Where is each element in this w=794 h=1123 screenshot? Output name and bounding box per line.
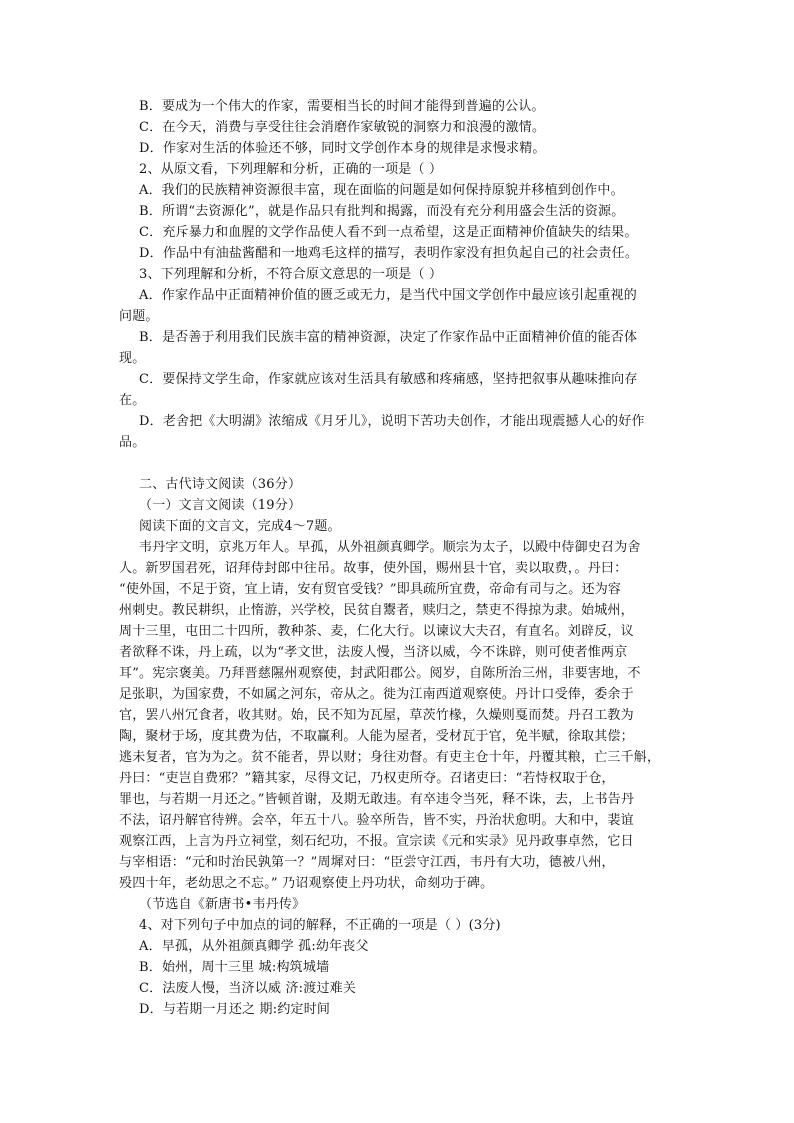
passage-line: 州刺史。教民耕织，止惰游，兴学校，民贫自鬻者，赎归之，禁吏不得掠为隶。始城州， bbox=[119, 603, 634, 618]
option-line: C．在今天，消费与享受往往会消磨作家敏锐的洞察力和浪漫的激情。 bbox=[139, 120, 546, 135]
option-line: D．作品中有油盐酱醋和一地鸡毛这样的描写，表明作家没有担负起自己的社会责任。 bbox=[139, 246, 639, 261]
option-line: C．法废人慢，当济以威 济:渡过难关 bbox=[139, 981, 357, 996]
option-line: A．早孤，从外祖颜真卿学 孤:幼年丧父 bbox=[139, 939, 369, 954]
option-line: B．所谓“去资源化”，就是作品只有批判和揭露，而没有充分利用盛会生活的资源。 bbox=[139, 204, 625, 219]
option-line: B．要成为一个伟大的作家，需要相当长的时间才能得到普遍的公认。 bbox=[139, 99, 545, 114]
option-line: C．要保持文学生命，作家就应该对生活具有敏感和疼痛感，坚持把叙事从趣味推向存 bbox=[139, 372, 638, 387]
passage-line: 耳”。宪宗褒美。乃拜晋慈隰州观察使，封武阳郡公。阅岁，自陈所治三州，非要害地，不 bbox=[119, 666, 641, 681]
passage-line: 罪也，与若期一月还之。”皆顿首谢，及期无敢违。有卒违令当死，释不诛，去，上书告丹 bbox=[119, 792, 635, 807]
passage-line: 不法，诏丹解官待辨。会卒，年五十八。验卒所告，皆不实，丹治状愈明。大和中，裴谊 bbox=[119, 813, 634, 828]
passage-line: 周十三里，屯田二十四所，教种茶、麦，仁化大行。以谏议大夫召，有直名。刘辟反，议 bbox=[119, 624, 634, 639]
passage-line: 陶，聚材于场，度其费为估，不取赢利。人能为屋者，受材瓦于官，免半赋，徐取其偿； bbox=[119, 729, 634, 744]
passage-line: “使外国，不足于资，宜上请，安有贸官受钱？”即具疏所宜费，帝命有司与之。还为容 bbox=[119, 582, 622, 597]
source-note: （节选自《新唐书•韦丹传》 bbox=[139, 897, 306, 912]
option-line: B．始州，周十三里 城:构筑城墙 bbox=[139, 960, 330, 975]
passage-line: 韦丹字文明，京兆万年人。早孤，从外祖颜真卿学。顺宗为太子，以殿中侍御史召为舍 bbox=[139, 540, 641, 555]
passage-line: 丹曰：“吏岂自费邪？”籍其家，尽得文记，乃权吏所夺。召诸吏曰：“若恃权取于仓， bbox=[119, 771, 615, 786]
option-line: B．是否善于利用我们民族丰富的精神资源，决定了作家作品中正面精神价值的能否体 bbox=[139, 330, 638, 345]
passage-line: 与宰相语：“元和时治民孰第一？”周墀对曰：“臣尝守江西，韦丹有大功，德被八州， bbox=[119, 855, 615, 870]
instruction-line: 阅读下面的文言文，完成4～7题。 bbox=[139, 519, 341, 534]
passage-line: 足张职，为国家费，不如属之河东，帝从之。徙为江南西道观察使。丹计口受俸，委余于 bbox=[119, 687, 634, 702]
option-line: A．我们的民族精神资源很丰富，现在面临的问题是如何保持原貌并移植到创作中。 bbox=[139, 183, 624, 198]
option-line: 问题。 bbox=[119, 309, 159, 324]
question-line: 4、对下列句子中加点的词的解释，不正确的一项是（ ）(3分) bbox=[139, 918, 501, 933]
subsection-heading: （一）文言文阅读（19分） bbox=[139, 498, 302, 513]
question-line: 2、从原文看，下列理解和分析，正确的一项是（ ） bbox=[139, 162, 443, 177]
passage-line: 者欲释不诛，丹上疏，以为“孝文世，法废人慢，当济以威，今不诛辟，则可使者惟两京 bbox=[119, 645, 628, 660]
option-line: D．与若期一月还之 期:约定时间 bbox=[139, 1002, 331, 1017]
option-line: 现。 bbox=[119, 351, 146, 366]
option-line: D．作家对生活的体验还不够，同时文学创作本身的规律是求慢求精。 bbox=[139, 141, 546, 156]
option-line: 在。 bbox=[119, 393, 146, 408]
option-line: A．作家作品中正面精神价值的匮乏或无力，是当代中国文学创作中最应该引起重视的 bbox=[139, 288, 637, 303]
section-heading: 二、古代诗文阅读（36分） bbox=[139, 477, 302, 492]
passage-line: 逃未复者，官为为之。贫不能者，畀以财；身往劝督。有吏主仓十年，丹覆其粮，亡三千斛， bbox=[119, 750, 661, 765]
option-line: D．老舍把《大明湖》浓缩成《月牙儿》，说明下苦功夫创作，才能出现震撼人心的好作 bbox=[139, 414, 645, 429]
option-line: 品。 bbox=[119, 435, 146, 450]
passage-line: 人。新罗国君死，诏拜侍封郎中往吊。故事，使外国，赐州县十官，卖以取费，。丹曰： bbox=[119, 561, 628, 576]
passage-line: 观察江西，上言为丹立祠堂，刻石纪功，不报。宣宗读《元和实录》见丹政事卓然，它日 bbox=[119, 834, 634, 849]
passage-line: 官，罢八州冗食者，收其财。始，民不知为瓦屋，草茨竹椽，久燥则戛而焚。丹召工教为 bbox=[119, 708, 634, 723]
option-line: C．充斥暴力和血腥的文学作品使人看不到一点希望，这是正面精神价值缺失的结果。 bbox=[139, 225, 638, 240]
question-line: 3、下列理解和分析，不符合原文意思的一项是（ ） bbox=[139, 267, 443, 282]
passage-line: 殁四十年，老幼思之不忘。” 乃诏观察使上丹功状，命刻功于碑。 bbox=[119, 876, 494, 891]
